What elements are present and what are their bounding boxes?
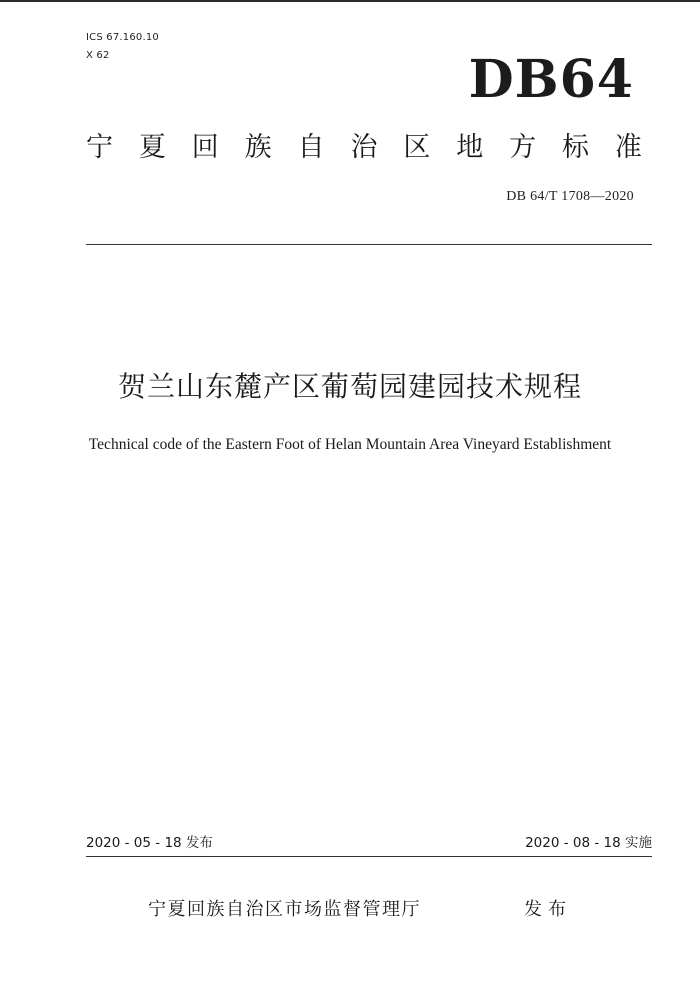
standard-type-char: 回 (191, 132, 219, 163)
document-title-chinese: 贺兰山东麓产区葡萄园建园技术规程 (117, 370, 582, 403)
footer-divider (86, 856, 652, 857)
publish-label: 发布 (524, 899, 572, 920)
classification-code: X 62 (86, 50, 110, 61)
standard-type-heading (86, 134, 642, 161)
standard-type-char: 准 (614, 132, 642, 163)
top-border-rule (0, 0, 700, 2)
standard-type-char: 方 (509, 132, 537, 163)
document-title-english: Technical code of the Eastern Foot of Helan Mountain Area Vineyard Establishment (88, 436, 612, 453)
issuing-authority: 宁夏回族自治区市场监督管理厅 (148, 899, 421, 920)
standard-type-char: 区 (403, 132, 431, 163)
db64-logo: DB64 (468, 49, 634, 110)
standard-type-char: 标 (562, 132, 590, 163)
standard-type-char: 宁 (86, 132, 113, 163)
standard-number: DB 64/T 1708—2020 (506, 189, 634, 204)
standard-type-char: 夏 (138, 132, 166, 163)
header-divider (86, 244, 652, 245)
standard-type-char: 治 (350, 132, 378, 163)
implementation-date: 2020 - 08 - 18 实施 (525, 835, 652, 851)
ics-code: ICS 67.160.10 (86, 32, 159, 43)
issue-date: 2020 - 05 - 18 发布 (86, 835, 213, 851)
standard-type-char: 族 (244, 132, 272, 163)
standard-type-char: 地 (456, 132, 484, 163)
standard-type-char: 自 (297, 132, 325, 163)
